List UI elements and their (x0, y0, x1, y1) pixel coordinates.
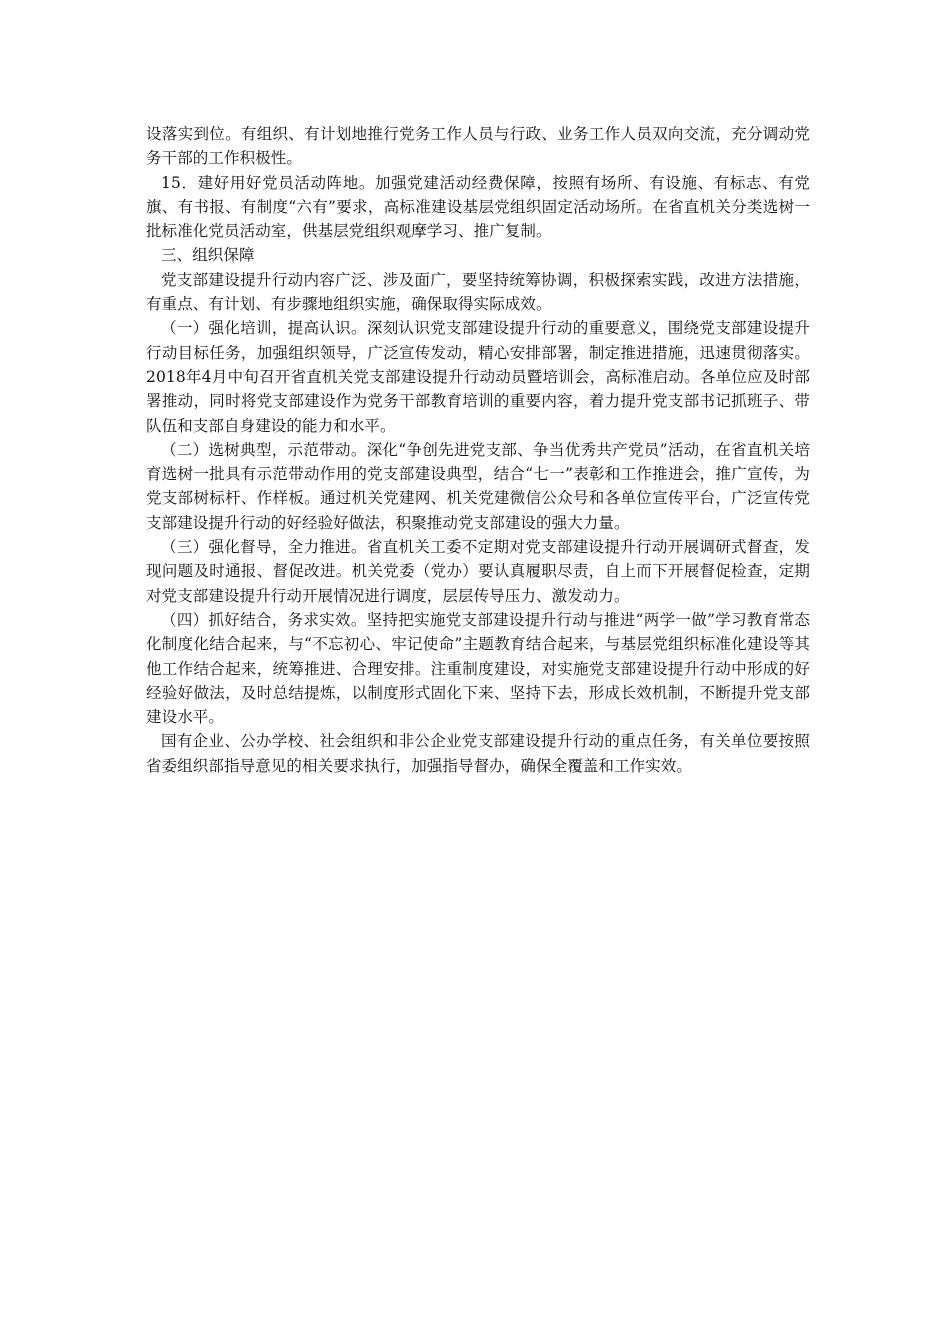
section-heading-organizational-guarantee: 三、组织保障 (161, 246, 255, 265)
paragraph-subsection-1: （一）强化培训，提高认识。深刻认识党支部建设提升行动的重要意义，围绕党支部建设提升行动目标任务，加强组织领导，广泛宣传发动，精心安排部署，制定推进措施，迅速贯彻落实。2018年4月中旬召开省直机关党支部建设提升行动动员暨培训会，高标准启动。各单位应及时部署推动，同时将党支部建设作为党务干部教育培训的重要内容，着力提升党支部书记抓班子、带队伍和支部自身建设的能力和水平。 (146, 319, 810, 435)
paragraph-closing: 国有企业、公办学校、社会组织和非公企业党支部建设提升行动的重点任务，有关单位要按照省委组织部指导意见的相关要求执行，加强指导督办，确保全覆盖和工作实效。 (146, 732, 810, 775)
paragraph-subsection-4: （四）抓好结合，务求实效。坚持把实施党支部建设提升行动与推进“两学一做”学习教育常态化制度化结合起来，与“不忘初心、牢记使命”主题教育结合起来，与基层党组织标准化建设等其他工作结合起来，统筹推进、合理安排。注重制度建设，对实施党支部建设提升行动中形成的好经验好做法，及时总结提炼，以制度形式固化下来、坚持下去，形成长效机制，不断提升党支部建设水平。 (146, 610, 810, 727)
paragraph-section-intro: 党支部建设提升行动内容广泛、涉及面广，要坚持统筹协调，积极探索实践，改进方法措施，有重点、有计划、有步骤地组织实施，确保取得实际成效。 (146, 270, 810, 314)
paragraph-subsection-2: （二）选树典型，示范带动。深化“争创先进党支部、争当优秀共产党员”活动，在省直机关培育选树一批具有示范带动作用的党支部建设典型，结合“七一”表彰和工作推进会，推广宣传，为党支部树标杆、作样板。通过机关党建网、机关党建微信公众号和各单位宣传平台，广泛宣传党支部建设提升行动的好经验好做法，积聚推动党支部建设的强大力量。 (146, 440, 810, 532)
paragraph-continuation: 设落实到位。有组织、有计划地推行党务工作人员与行政、业务工作人员双向交流，充分调动党务干部的工作积极性。 (146, 125, 810, 168)
paragraph-item-15: 15．建好用好党员活动阵地。加强党建活动经费保障，按照有场所、有设施、有标志、有党旗、有书报、有制度“六有”要求，高标准建设基层党组织固定活动场所。在省直机关分类选树一批标准化党员活动室，供基层党组织观摩学习、推广复制。 (146, 173, 810, 241)
paragraph-subsection-3: （三）强化督导，全力推进。省直机关工委不定期对党支部建设提升行动开展调研式督查，发现问题及时通报、督促改进。机关党委（党办）要认真履职尽责，自上而下开展督促检查，定期对党支部建设提升行动开展情况进行调度，层层传导压力、激发动力。 (146, 538, 810, 605)
document-page (146, 122, 810, 778)
